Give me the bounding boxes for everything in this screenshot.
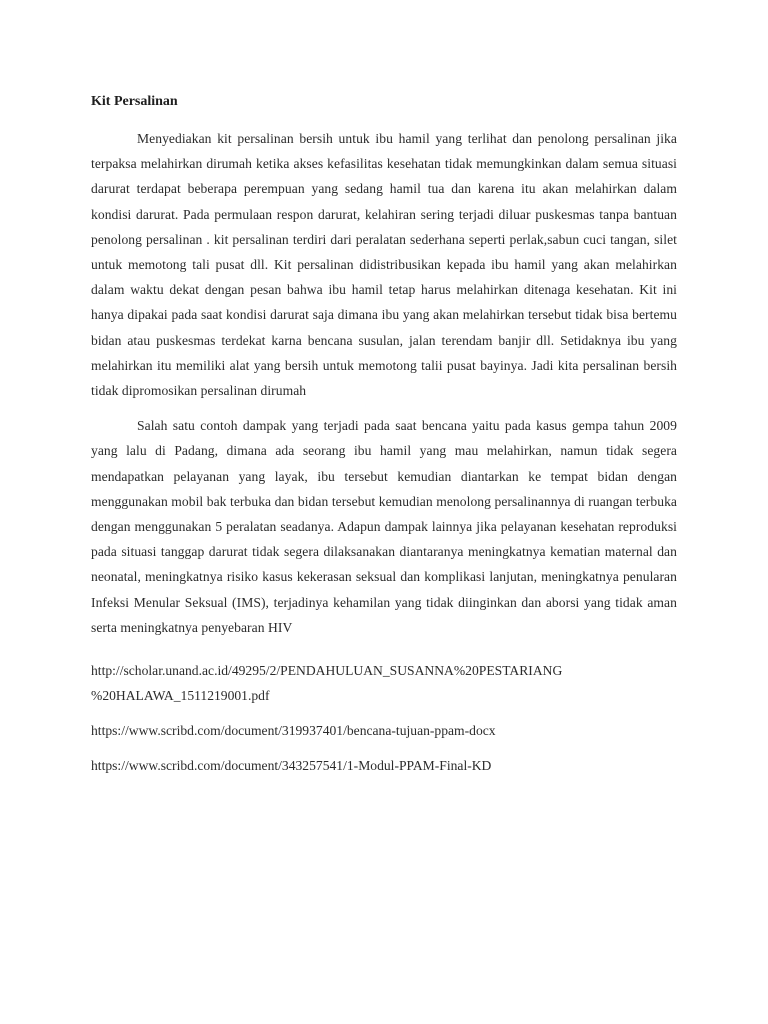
reference-item bbox=[91, 658, 677, 708]
reference-link-scribd-modul-ppam[interactable]: https://www.scribd.com/document/343257541/1-Modul-PPAM-Final-KD bbox=[91, 758, 492, 774]
reference-item bbox=[91, 753, 677, 778]
reference-link-scholar-unand-part1[interactable]: http://scholar.unand.ac.id/49295/2/PENDAHULUAN_SUSANNA%20PESTARIANG bbox=[91, 663, 563, 679]
reference-link-scribd-bencana[interactable]: https://www.scribd.com/document/319937401/bencana-tujuan-ppam-docx bbox=[91, 723, 496, 739]
paragraph-kit-persalinan: Menyediakan kit persalinan bersih untuk ibu hamil yang terlihat dan penolong persalinan jika terpaksa melahirkan dirumah ketika akses kefasilitas kesehatan tidak memungkinkan dalam semua situasi darurat terdapat beberapa perempuan yang sedang hamil tua dan karena itu akan melahirkan dalam kondisi darurat. Pada permulaan respon darurat, kelahiran sering terjadi diluar puskesmas tanpa bantuan penolong persalinan . kit persalinan terdiri dari peralatan sederhana seperti perlak,sabun cuci tangan, silet untuk memotong tali pusat dll. Kit persalinan didistribusikan kepada ibu hamil yang akan melahirkan dalam waktu dekat dengan pesan bahwa ibu hamil tetap harus melahirkan ditenaga kesehatan. Kit ini hanya dipakai pada saat kondisi darurat saja dimana ibu yang akan melahirkan tersebut tidak bisa bertemu bidan atau puskesmas terdekat karna bencana susulan, jalan terendam banjir dll. Setidaknya ibu yang melahirkan itu memiliki alat yang bersih untuk memotong talii pusat bayinya. Jadi kita persalinan bersih tidak dipromosikan persalinan dirumah bbox=[91, 131, 677, 399]
document-body bbox=[91, 92, 677, 788]
paragraph-dampak-bencana: Salah satu contoh dampak yang terjadi pada saat bencana yaitu pada kasus gempa tahun 2009 yang lalu di Padang, dimana ada seorang ibu hamil yang mau melahirkan, namun tidak segera mendapatkan pelayanan yang layak, ibu tersebut kemudian diantarkan ke tempat bidan dengan menggunakan mobil bak terbuka dan bidan tersebut kemudian menolong persalinannya di ruangan terbuka dengan menggunakan 5 peralatan seadanya. Adapun dampak lainnya jika pelayanan kesehatan reproduksi pada situasi tanggap darurat tidak segera dilaksanakan diantaranya meningkatnya kematian maternal dan neonatal, meningkatnya risiko kasus kekerasan seksual dan komplikasi lanjutan, meningkatnya penularan Infeksi Menular Seksual (IMS), terjadinya kehamilan yang tidak diinginkan dan aborsi yang tidak aman serta meningkatnya penyebaran HIV bbox=[91, 418, 677, 635]
document-title: Kit Persalinan bbox=[91, 94, 178, 109]
reference-item bbox=[91, 718, 677, 743]
reference-link-scholar-unand-part2[interactable]: %20HALAWA_1511219001.pdf bbox=[91, 688, 270, 704]
